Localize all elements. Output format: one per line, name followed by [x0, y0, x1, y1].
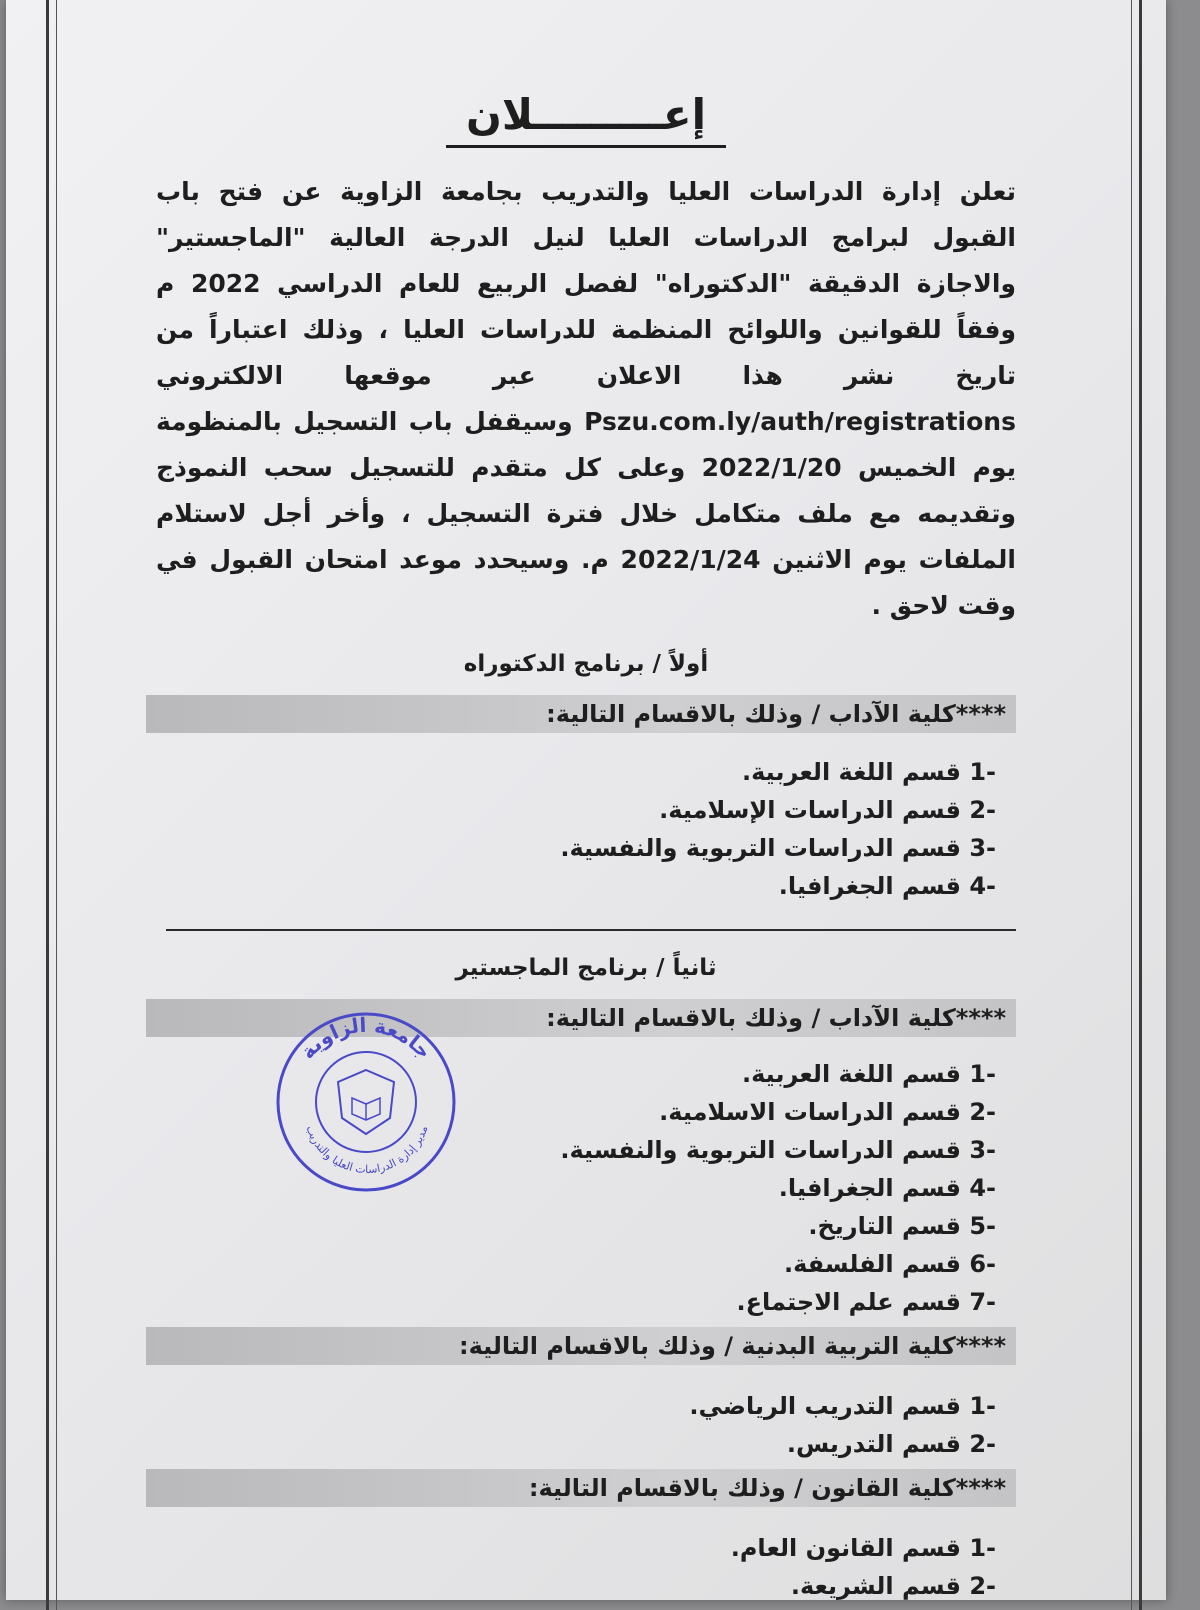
list-item: -1 قسم القانون العام. — [730, 1534, 996, 1562]
intro-text-part1: تعلن إدارة الدراسات العليا والتدريب بجامعة الزاوية عن فتح باب القبول لبرامج الدراسات العليا لنيل الدرجة العالية "الماجستير" والاجازة الدقيقة "الدكتوراه" لفصل الربيع للعام الدراسي 2022 م وفقاً للقوانين واللوائح المنظمة للدراسات العليا ، وذلك اعتباراً من تاريخ نشر هذا الاعلان عبر موقعها الالكتروني — [156, 177, 1017, 390]
list-item: -1 قسم التدريب الرياضي. — [689, 1392, 996, 1420]
list-item: -4 قسم الجغرافيا. — [778, 1174, 996, 1202]
list-item: -1 قسم اللغة العربية. — [741, 758, 996, 786]
list-item: -2 قسم التدريس. — [786, 1430, 996, 1458]
announcement-body — [156, 169, 1016, 629]
list-item: -2 قسم الدراسات الإسلامية. — [659, 796, 996, 824]
announcement-title-text: إعـــــــــلان — [446, 90, 726, 148]
masters-faculty-arts-heading: ****كلية الآداب / وذلك بالاقسام التالية: — [146, 999, 1016, 1037]
list-item: -5 قسم التاريخ. — [808, 1212, 996, 1240]
university-stamp — [274, 1010, 459, 1195]
announcement-title — [156, 90, 1016, 139]
phd-faculty-arts-heading: ****كلية الآداب / وذلك بالاقسام التالية: — [146, 695, 1016, 733]
list-item: -2 قسم الشريعة. — [790, 1572, 996, 1600]
stamp-top-text: جامعة الزاوية — [295, 1012, 437, 1064]
list-item: -1 قسم اللغة العربية. — [741, 1060, 996, 1088]
masters-program-heading: ثانياً / برنامج الماجستير — [455, 955, 717, 981]
stamp-inner-ring — [316, 1052, 416, 1152]
phd-program-heading: أولاً / برنامج الدكتوراه — [463, 651, 709, 677]
registration-url: Pszu.com.ly/auth/registrations — [584, 407, 1016, 436]
masters-faculty-law-heading: ****كلية القانون / وذلك بالاقسام التالية: — [146, 1469, 1016, 1507]
list-item: -3 قسم الدراسات التربوية والنفسية. — [560, 834, 996, 862]
masters-faculty-pe-heading: ****كلية التربية البدنية / وذلك بالاقسام التالية: — [146, 1327, 1016, 1365]
list-item: -2 قسم الدراسات الاسلامية. — [659, 1098, 996, 1126]
list-item: -4 قسم الجغرافيا. — [778, 872, 996, 900]
list-item: -6 قسم الفلسفة. — [783, 1250, 996, 1278]
document-page — [6, 0, 1166, 1600]
intro-text-part2: وسيقفل باب التسجيل بالمنظومة يوم الخميس 2022/1/20 وعلى كل متقدم للتسجيل سحب النموذج وتقديمه مع ملف متكامل خلال فترة التسجيل ، وأخر أجل لاستلام الملفات يوم الاثنين 2022/1/24 م. وسيحدد موعد امتحان القبول في وقت لاحق . — [156, 407, 1016, 620]
masters-pe-departments-list — [156, 1387, 1016, 1463]
phd-departments-list — [156, 753, 1016, 905]
list-item: -7 قسم علم الاجتماع. — [736, 1288, 996, 1316]
announcement-content — [156, 90, 1016, 1605]
list-item: -3 قسم الدراسات التربوية والنفسية. — [560, 1136, 996, 1164]
stamp-bottom-text: مدير إدارة الدراسات العليا والتدريب — [303, 1123, 431, 1177]
masters-law-departments-list — [156, 1529, 1016, 1605]
shield-icon — [338, 1070, 394, 1134]
